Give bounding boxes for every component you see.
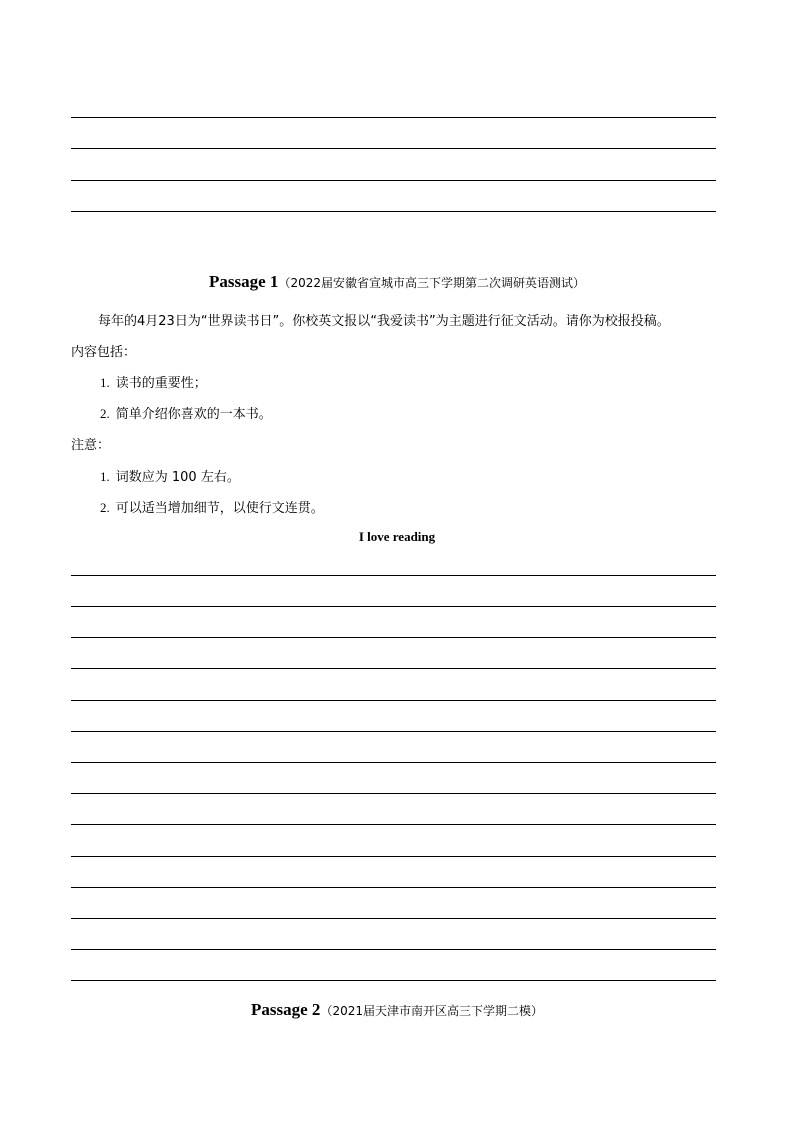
writing-line	[71, 856, 716, 857]
passage-1-heading	[0, 272, 794, 292]
writing-line	[71, 700, 716, 701]
notes-label: 注意：	[71, 438, 111, 453]
passage-2-heading	[0, 1000, 794, 1020]
writing-line	[71, 824, 716, 825]
writing-line	[71, 211, 716, 212]
item-text: 可以适当增加细节，以使行文连贯。	[115, 501, 324, 516]
content-item	[100, 372, 207, 391]
essay-title: I love reading	[358, 529, 436, 544]
writing-line	[71, 949, 716, 950]
item-number: 2.	[100, 500, 110, 515]
item-number: 1.	[100, 375, 110, 390]
item-number: 2.	[100, 406, 110, 421]
writing-line	[71, 606, 716, 607]
note-item	[100, 497, 324, 516]
passage-2-source: （2021届天津市南开区高三下学期二模）	[320, 1004, 543, 1018]
passage-2-title: Passage 2	[251, 1000, 321, 1019]
passage-1-title: Passage 1	[209, 272, 279, 291]
passage-1-source: （2022届安徽省宣城市高三下学期第二次调研英语测试）	[278, 276, 585, 290]
writing-line	[71, 668, 716, 669]
note-item	[100, 466, 240, 485]
item-number: 1.	[100, 469, 110, 484]
item-text: 读书的重要性；	[115, 376, 207, 391]
writing-line	[71, 117, 716, 118]
writing-line	[71, 793, 716, 794]
writing-line	[71, 180, 716, 181]
item-text: 简单介绍你喜欢的一本书。	[115, 407, 272, 422]
writing-line	[71, 148, 716, 149]
content-label: 内容包括：	[71, 345, 137, 360]
item-text: 词数应为 100 左右。	[115, 470, 240, 485]
writing-line	[71, 980, 716, 981]
content-item	[100, 403, 272, 422]
writing-line	[71, 762, 716, 763]
writing-line	[71, 887, 716, 888]
writing-line	[71, 918, 716, 919]
writing-line	[71, 575, 716, 576]
writing-line	[71, 637, 716, 638]
passage-1-intro: 每年的4月23日为“世界读书日”。你校英文报以“我爱读书”为主题进行征文活动。请你为校报投稿。	[98, 314, 670, 329]
writing-line	[71, 731, 716, 732]
